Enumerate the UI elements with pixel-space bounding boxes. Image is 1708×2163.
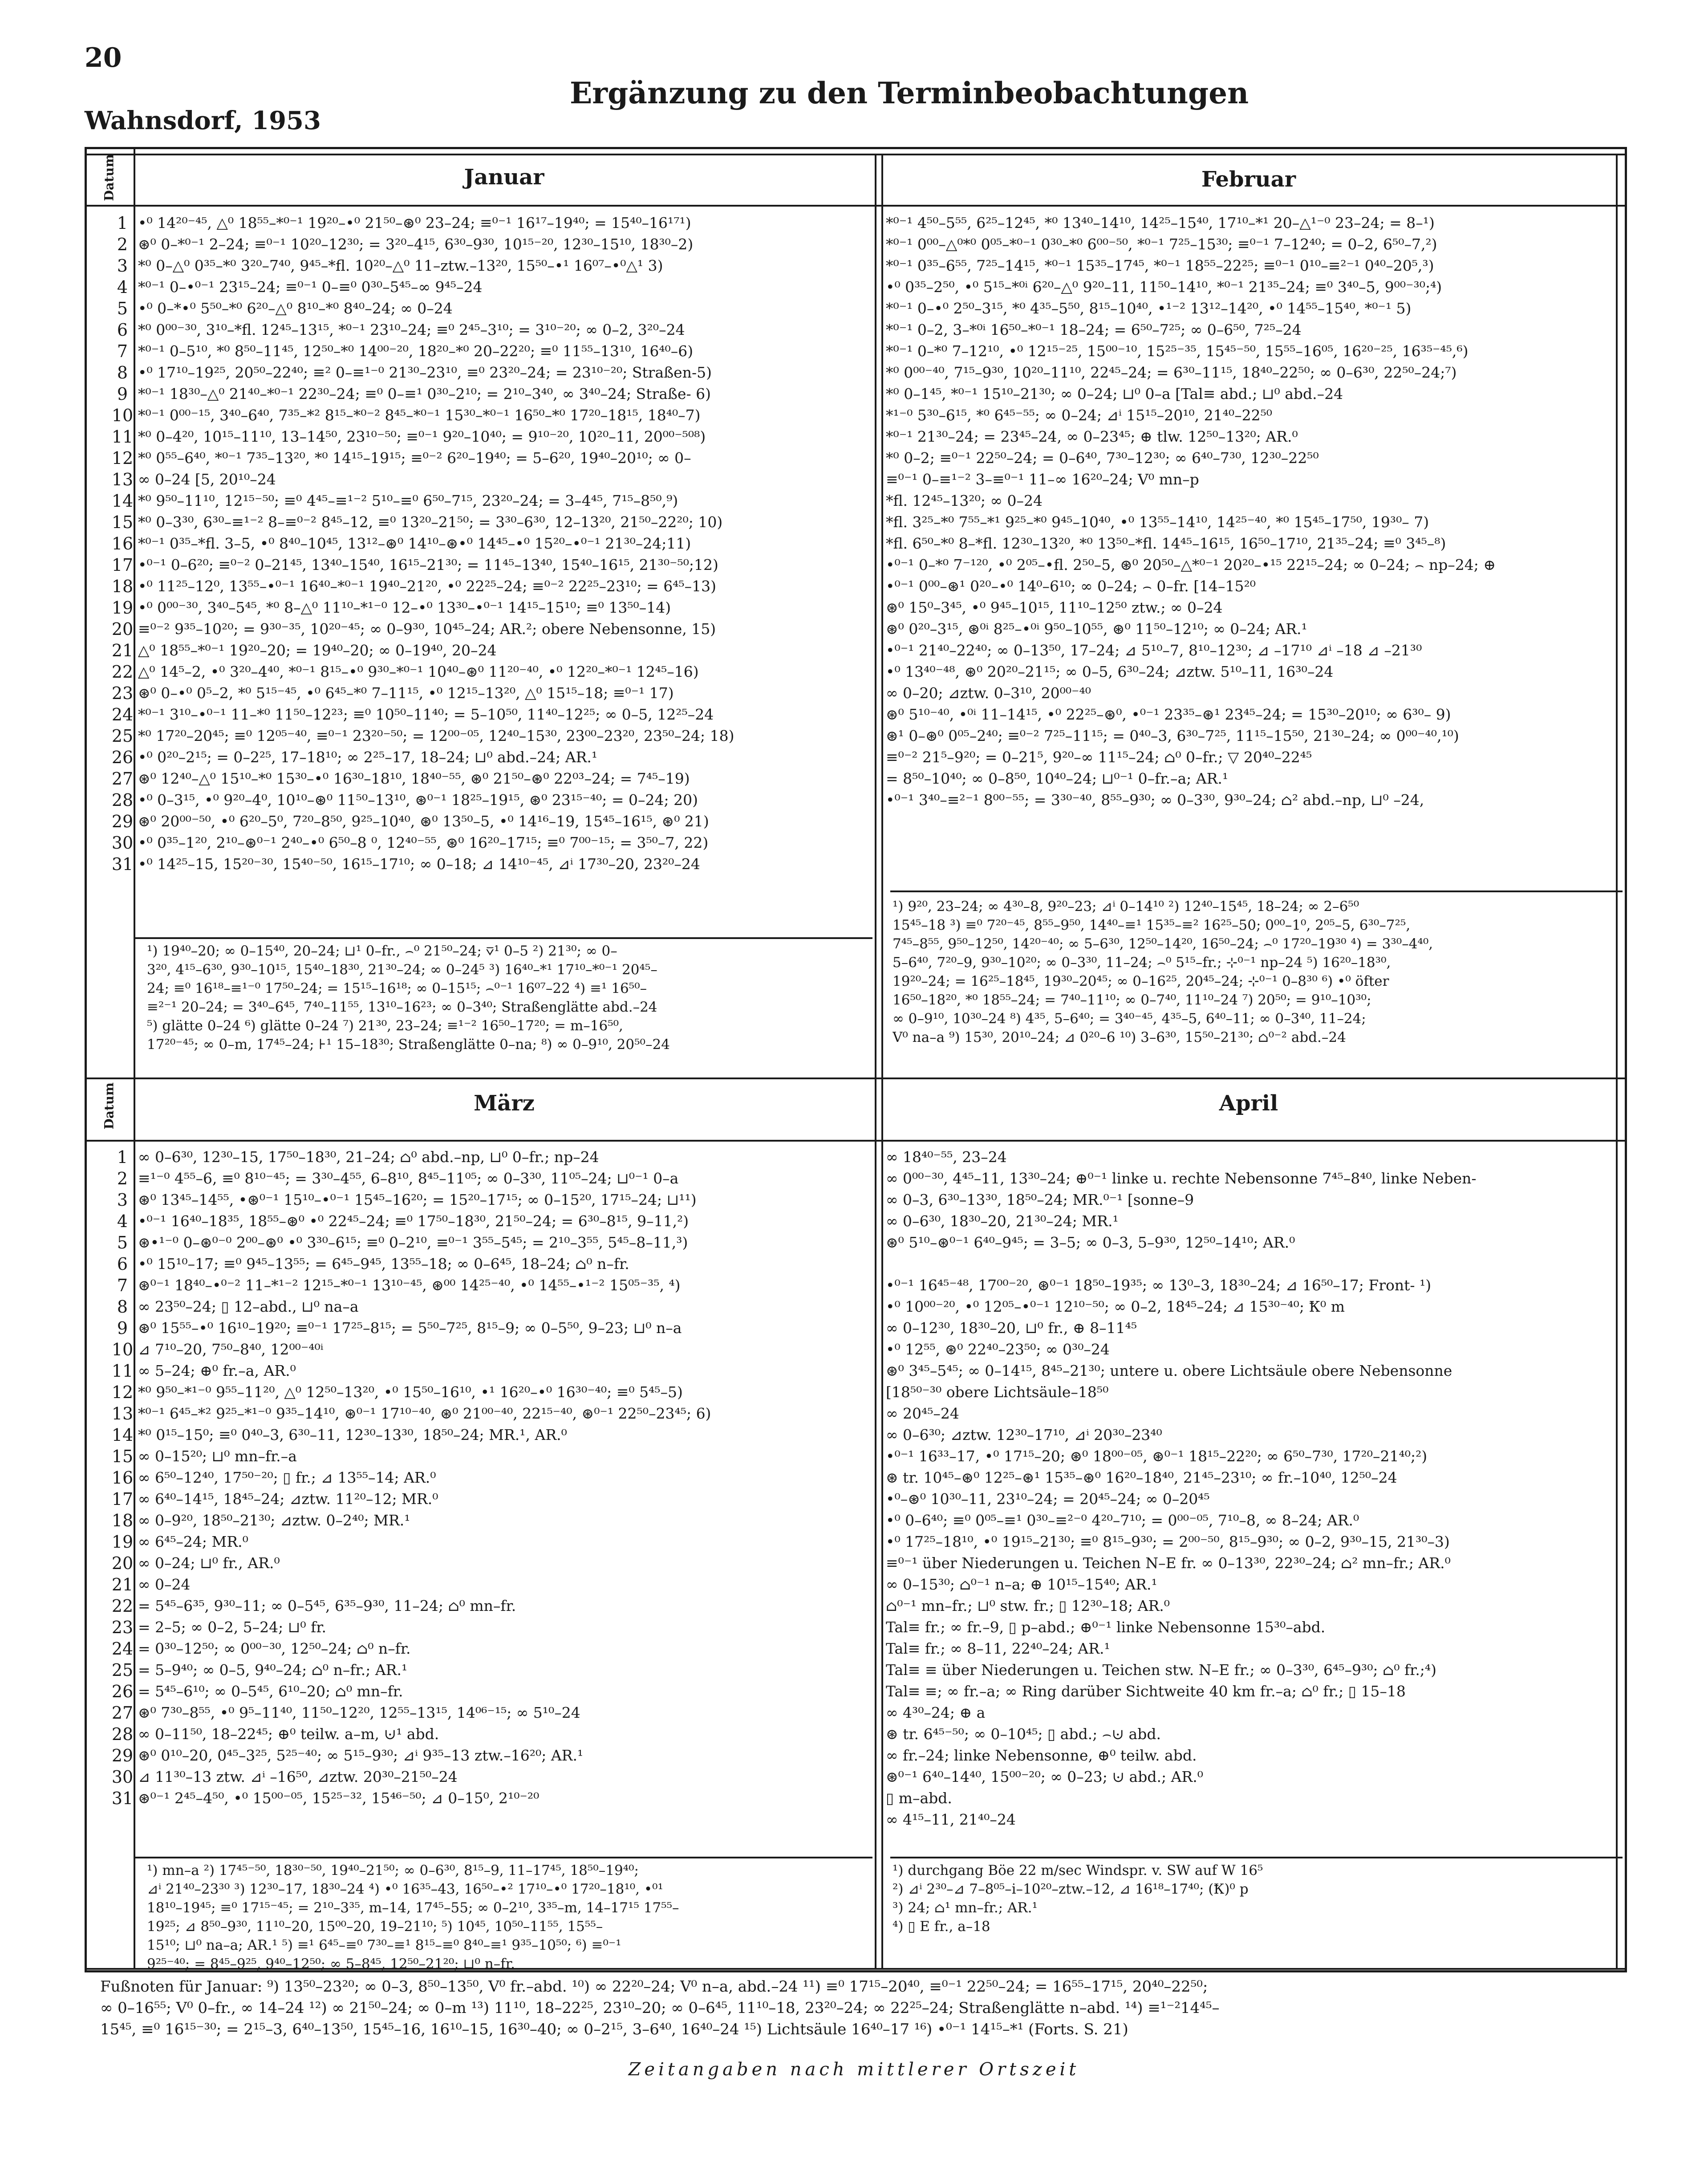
day-entry: *⁰⁻¹ 0³⁵–*fl. 3–5, •⁰ 8⁴⁰–10⁴⁵, 13¹²–⊛⁰ 14¹⁰–⊛•⁰ 14⁴⁵–•⁰ 15²⁰–•⁰⁻¹ 21³⁰–24;11)	[138, 535, 691, 552]
note-line: ¹) 19⁴⁰–20; ∞ 0–15⁴⁰, 20–24; ⊔¹ 0–fr., ⌢⁰ 21⁵⁰–24; ⊽¹ 0–5 ²) 21³⁰; ∞ 0–	[147, 943, 617, 959]
day-number: 6	[117, 320, 128, 340]
day-number: 16	[111, 534, 134, 553]
month-header-februar: Februar	[1201, 167, 1296, 192]
note-line: 17²⁰⁻⁴⁵; ∞ 0–m, 17⁴⁵–24; ⊦¹ 15–18³⁰; Straßenglätte 0–na; ⁸) ∞ 0–9¹⁰, 20⁵⁰–24	[147, 1037, 670, 1053]
day-entry: ∞ 0–6³⁰, 12³⁰–15, 17⁵⁰–18³⁰, 21–24; ⌂⁰ abd.–np, ⊔⁰ 0–fr.; np–24	[138, 1148, 599, 1166]
day-entry: ∞ 0–24 [5, 20¹⁰–24	[138, 471, 276, 488]
day-numbers-top	[105, 212, 140, 875]
day-entry: *⁰⁻¹ 0–2, 3–*⁰ⁱ 16⁵⁰–*⁰⁻¹ 18–24; = 6⁵⁰–7²⁵; ∞ 0–6⁵⁰, 7²⁵–24	[886, 321, 1302, 338]
note-line: ≡²⁻¹ 20–24; = 3⁴⁰–6⁴⁵, 7⁴⁰–11⁵⁵, 13¹⁰–16²³; ∞ 0–3⁴⁰; Straßenglätte abd.–24	[147, 999, 657, 1015]
day-entry: •⁰ 17²⁵–18¹⁰, •⁰ 19¹⁵–21³⁰; ≡⁰ 8¹⁵–9³⁰; = 2⁰⁰⁻⁵⁰, 8¹⁵–9³⁰; ∞ 0–2, 9³⁰–15, 21³⁰–3)	[886, 1533, 1450, 1550]
note-line: 24; ≡⁰ 16¹⁸–≡¹⁻⁰ 17⁵⁰–24; = 15¹⁵–16¹⁸; ∞ 0–15¹⁵; ⌢⁰⁻¹ 16⁰⁷–22 ⁴) ≡¹ 16⁵⁰–	[147, 980, 647, 996]
section-rule-middle	[85, 1077, 1625, 1079]
day-entry: *⁰⁻¹ 3¹⁰–•⁰⁻¹ 11–*⁰ 11⁵⁰–12²³; ≡⁰ 10⁵⁰–11⁴⁰; = 5–10⁵⁰, 11⁴⁰–12²⁵; ∞ 0–5, 12²⁵–24	[138, 706, 714, 723]
day-entry: *fl. 3²⁵–*⁰ 7⁵⁵–*¹ 9²⁵–*⁰ 9⁴⁵–10⁴⁰, •⁰ 13⁵⁵–14¹⁰, 14²⁵⁻⁴⁰, *⁰ 15⁴⁵–17⁵⁰, 19³⁰– 7)	[886, 513, 1429, 531]
day-number: 5	[117, 299, 128, 318]
day-entry: ⊛⁰ 15⁵⁵–•⁰ 16¹⁰–19²⁰; ≡⁰⁻¹ 17²⁵–8¹⁵; = 5⁵⁰–7²⁵, 8¹⁵–9; ∞ 0–5⁵⁰, 9–23; ⊔⁰ n–a	[138, 1319, 682, 1337]
note-line: ¹) durchgang Böe 22 m/sec Windspr. v. SW auf W 16⁵	[893, 1862, 1263, 1878]
day-entry: *⁰ 9⁵⁰–11¹⁰, 12¹⁵⁻⁵⁰; ≡⁰ 4⁴⁵–≡¹⁻² 5¹⁰–≡⁰ 6⁵⁰–7¹⁵, 23²⁰–24; = 3–4⁴⁵, 7¹⁵–8⁵⁰,⁹)	[138, 492, 678, 509]
day-number: 29	[111, 1746, 134, 1765]
month-column-divider-bottom	[875, 1077, 876, 1968]
day-entry: ∞ 0–3, 6³⁰–13³⁰, 18⁵⁰–24; MR.⁰⁻¹ [sonne–9	[886, 1191, 1194, 1208]
day-entry: ⊛ tr. 10⁴⁵–⊛⁰ 12²⁵–⊛¹ 15³⁵–⊛⁰ 16²⁰–18⁴⁰, 21⁴⁵–23¹⁰; ∞ fr.–10⁴⁰, 12⁵⁰–24	[886, 1469, 1397, 1486]
day-entry: •⁰ 12⁵⁵, ⊛⁰ 22⁴⁰–23⁵⁰; ∞ 0³⁰–24	[886, 1341, 1110, 1358]
day-entry: *⁰⁻¹ 6⁴⁵–*² 9²⁵–*¹⁻⁰ 9³⁵–14¹⁰, ⊛⁰⁻¹ 17¹⁰⁻⁴⁰, ⊛⁰ 21⁰⁰⁻⁴⁰, 22¹⁵⁻⁴⁰, ⊛⁰⁻¹ 22⁵⁰–23⁴⁵; 6)	[138, 1405, 711, 1422]
day-entry: ∞ 0–6³⁰; ⊿ztw. 12³⁰–17¹⁰, ⊿ⁱ 20³⁰–23⁴⁰	[886, 1426, 1162, 1443]
document-title: Ergänzung zu den Terminbeobachtungen	[570, 76, 1249, 110]
note-line: ⁵) glätte 0–24 ⁶) glätte 0–24 ⁷) 21³⁰, 23–24; ≡¹⁻² 16⁵⁰–17²⁰; = m–16⁵⁰,	[147, 1018, 623, 1034]
day-entry: •⁰ 0–*•⁰ 5⁵⁰–*⁰ 6²⁰–△⁰ 8¹⁰–*⁰ 8⁴⁰–24; ∞ 0–24	[138, 300, 453, 317]
day-number: 30	[111, 1767, 134, 1787]
day-entry: ∞ 0–15³⁰; ⌂⁰⁻¹ n–a; ⊕ 10¹⁵–15⁴⁰; AR.¹	[886, 1576, 1157, 1593]
day-number: 11	[111, 1361, 134, 1381]
day-entry: ∞ 5–24; ⊕⁰ fr.–a, AR.⁰	[138, 1362, 296, 1379]
januar-entries	[138, 212, 872, 875]
note-line: ⁴) ▯ E fr., a–18	[893, 1919, 990, 1935]
day-entry: •⁰ 0²⁰–2¹⁵; = 0–2²⁵, 17–18¹⁰; ∞ 2²⁵–17, 18–24; ⊔⁰ abd.–24; AR.¹	[138, 748, 598, 766]
day-number: 22	[111, 1596, 134, 1616]
day-entry: *⁰⁻¹ 0–5¹⁰, *⁰ 8⁵⁰–11⁴⁵, 12⁵⁰–*⁰ 14⁰⁰⁻²⁰, 18²⁰–*⁰ 20–22²⁰; ≡⁰ 11⁵⁵–13¹⁰, 16⁴⁰–6)	[138, 342, 694, 360]
day-entry: *⁰⁻¹ 0⁰⁰⁻¹⁵, 3⁴⁰–6⁴⁰, 7³⁵–*² 8¹⁵–*⁰⁻² 8⁴⁵–*⁰⁻¹ 15³⁰–*⁰⁻¹ 16⁵⁰–*⁰ 17²⁰–18¹⁵, 18⁴⁰–7)	[138, 407, 701, 424]
note-line: 18¹⁰–19⁴⁵; ≡⁰ 17¹⁵⁻⁴⁵; = 2¹⁰–3³⁵, m–14, 17⁴⁵–55; ∞ 0–2¹⁰, 3³⁵–m, 14–17¹⁵ 17⁵⁵–	[147, 1900, 679, 1916]
day-entry: ∞ 0–12³⁰, 18³⁰–20, ⊔⁰ fr., ⊕ 8–11⁴⁵	[886, 1319, 1137, 1337]
day-number: 21	[111, 641, 134, 660]
day-entry: Tal≡ fr.; ∞ 8–11, 22⁴⁰–24; AR.¹	[886, 1640, 1110, 1657]
day-entry: *¹⁻⁰ 5³⁰–6¹⁵, *⁰ 6⁴⁵⁻⁵⁵; ∞ 0–24; ⊿ⁱ 15¹⁵–20¹⁰, 21⁴⁰–22⁵⁰	[886, 407, 1273, 424]
day-entry: ≡⁰⁻² 9³⁵–10²⁰; = 9³⁰⁻³⁵, 10²⁰⁻⁴⁵; ∞ 0–9³⁰, 10⁴⁵–24; AR.²; obere Nebensonne, 15)	[138, 620, 716, 638]
day-number: 12	[111, 1382, 134, 1402]
day-entry: *⁰ 0⁰⁰⁻³⁰, 3¹⁰–*fl. 12⁴⁵–13¹⁵, *⁰⁻¹ 23¹⁰–24; ≡⁰ 2⁴⁵–3¹⁰; = 3¹⁰⁻²⁰; ∞ 0–2, 3²⁰–24	[138, 321, 685, 338]
januar-footnotes-continued	[100, 1976, 1616, 2040]
day-entry: ∞ 4¹⁵–11, 21⁴⁰–24	[886, 1811, 1016, 1828]
day-entry: ⊛⁰⁻¹ 2⁴⁵–4⁵⁰, •⁰ 15⁰⁰⁻⁰⁵, 15²⁵⁻³², 15⁴⁶⁻⁵⁰; ⊿ 0–15⁰, 2¹⁰⁻²⁰	[138, 1789, 540, 1807]
day-entry: ∞ 4³⁰–24; ⊕ a	[886, 1704, 986, 1721]
day-entry: *⁰ 0–△⁰ 0³⁵–*⁰ 3²⁰–7⁴⁰, 9⁴⁵–*fl. 10²⁰–△⁰ 11–ztw.–13²⁰, 15⁵⁰–•¹ 16⁰⁷–•⁰△¹ 3)	[138, 257, 663, 274]
day-entry: ⊛⁰ 0–•⁰ 0⁵–2, *⁰ 5¹⁵⁻⁴⁵, •⁰ 6⁴⁵–*⁰ 7–11¹⁵, •⁰ 12¹⁵–13²⁰, △⁰ 15¹⁵–18; ≡⁰⁻¹ 17)	[138, 684, 674, 702]
station-label: Wahnsdorf, 1953	[85, 106, 321, 135]
day-entry: ⊛⁰ 13⁴⁵–14⁵⁵, •⊛⁰⁻¹ 15¹⁰–•⁰⁻¹ 15⁴⁵–16²⁰; = 15²⁰–17¹⁵; ∞ 0–15²⁰, 17¹⁵–24; ⊔¹¹)	[138, 1191, 697, 1208]
day-number: 3	[117, 1190, 128, 1210]
day-numbers-bottom	[105, 1147, 140, 1809]
day-number: 31	[111, 854, 134, 874]
notes-rule-maerz	[134, 1857, 872, 1858]
month-header-april: April	[1219, 1091, 1278, 1116]
day-entry: •⁰–⊛⁰ 10³⁰–11, 23¹⁰–24; = 20⁴⁵–24; ∞ 0–20⁴⁵	[886, 1490, 1210, 1508]
april-entries	[886, 1147, 1614, 1830]
day-entry: •⁰ 0⁰⁰⁻³⁰, 3⁴⁰–5⁴⁵, *⁰ 8–△⁰ 11¹⁰–*¹⁻⁰ 12–•⁰ 13³⁰–•⁰⁻¹ 14¹⁵–15¹⁰; ≡⁰ 13⁵⁰–14)	[138, 599, 671, 616]
day-entry: *fl. 12⁴⁵–13²⁰; ∞ 0–24	[886, 492, 1043, 509]
frame-top-double-rule	[85, 154, 1625, 155]
day-entry: *fl. 6⁵⁰–*⁰ 8–*fl. 12³⁰–13²⁰, *⁰ 13⁵⁰–*fl. 14⁴⁵–16¹⁵, 16⁵⁰–17¹⁰, 21³⁵–24; ≡⁰ 3⁴⁵–⁸)	[886, 535, 1446, 552]
note-line: ²) ⊿ⁱ 2³⁰–⊿ 7–8⁰⁵–i–10²⁰–ztw.–12, ⊿ 16¹⁸–17⁴⁰; (Ꝁ)⁰ p	[893, 1881, 1249, 1897]
day-entry: ⊛⁰ 15⁰–3⁴⁵, •⁰ 9⁴⁵–10¹⁵, 11¹⁰–12⁵⁰ ztw.; ∞ 0–24	[886, 599, 1223, 616]
day-entry: •⁰ 0–3¹⁵, •⁰ 9²⁰–4⁰, 10¹⁰–⊛⁰ 11⁵⁰–13¹⁰, ⊛⁰⁻¹ 18²⁵–19¹⁵, ⊛⁰ 23¹⁵⁻⁴⁰; = 0–24; 20)	[138, 791, 698, 809]
day-number: 1	[117, 1147, 128, 1167]
day-entry: ∞ 0–24; ⊔⁰ fr., AR.⁰	[138, 1554, 280, 1572]
day-entry: ⊛•¹⁻⁰ 0–⊛⁰⁻⁰ 2⁰⁰–⊛⁰ •⁰ 3³⁰–6¹⁵; ≡⁰ 0–2¹⁰, ≡⁰⁻¹ 3⁵⁵–5⁴⁵; = 2¹⁰–3⁵⁵, 5⁴⁵–8–11,³)	[138, 1234, 688, 1251]
day-number: 17	[111, 1489, 134, 1509]
right-edge-rule	[1616, 154, 1618, 1968]
day-number: 31	[111, 1789, 134, 1808]
day-number: 28	[111, 1724, 134, 1744]
day-entry: •⁰⁻¹ 0–*⁰ 7⁻¹²⁰, •⁰ 2⁰⁵–•fl. 2⁵⁰–5, ⊛⁰ 20⁵⁰–△*⁰⁻¹ 20²⁰–•¹⁵ 22¹⁵–24; ∞ 0–24; ⌢ np–24; ⊕	[886, 556, 1496, 573]
day-number: 9	[117, 384, 128, 404]
day-number: 10	[111, 1340, 134, 1359]
day-number: 21	[111, 1575, 134, 1594]
day-entry: ∞ 23⁵⁰–24; ▯ 12–abd., ⊔⁰ na–a	[138, 1298, 359, 1315]
day-entry: *⁰⁻¹ 0³⁵–6⁵⁵, 7²⁵–14¹⁵, *⁰⁻¹ 15³⁵–17⁴⁵, *⁰⁻¹ 18⁵⁵–22²⁵; ≡⁰⁻¹ 0¹⁰–≡²⁻¹ 0⁴⁰–20⁵,³)	[886, 257, 1434, 274]
april-notes	[893, 1861, 1614, 1936]
day-number: 12	[111, 448, 134, 468]
day-number: 13	[111, 470, 134, 489]
day-entry	[886, 854, 1614, 875]
day-entry: ∞ 6⁴⁵–24; MR.⁰	[138, 1533, 248, 1550]
maerz-notes	[147, 1861, 872, 1973]
time-note: Zeitangaben nach mittlerer Ortszeit	[628, 2059, 1080, 2080]
day-number: 4	[117, 277, 128, 297]
day-entry: ∞ 0⁰⁰⁻³⁰, 4⁴⁵–11, 13³⁰–24; ⊕⁰⁻¹ linke u. rechte Nebensonne 7⁴⁵–8⁴⁰, linke Neben-	[886, 1170, 1477, 1187]
day-entry: = 0³⁰–12⁵⁰; ∞ 0⁰⁰⁻³⁰, 12⁵⁰–24; ⌂⁰ n–fr.	[138, 1640, 411, 1657]
day-entry: ⊛⁰ 5¹⁰–⊛⁰⁻¹ 6⁴⁰–9⁴⁵; = 3–5; ∞ 0–3, 5–9³⁰, 12⁵⁰–14¹⁰; AR.⁰	[886, 1234, 1295, 1251]
day-entry: *⁰ 9⁵⁰–*¹⁻⁰ 9⁵⁵–11²⁰, △⁰ 12⁵⁰–13²⁰, •⁰ 15⁵⁰–16¹⁰, •¹ 16²⁰–•⁰ 16³⁰⁻⁴⁰; ≡⁰ 5⁴⁵–5)	[138, 1383, 683, 1401]
page-number: 20	[85, 42, 122, 73]
day-number: 17	[111, 555, 134, 575]
day-entry: = 8⁵⁰–10⁴⁰; ∞ 0–8⁵⁰, 10⁴⁰–24; ⊔⁰⁻¹ 0–fr.–a; AR.¹	[886, 770, 1229, 787]
day-entry: •⁰⁻¹ 3⁴⁰–≡²⁻¹ 8⁰⁰⁻⁵⁵; = 3³⁰⁻⁴⁰, 8⁵⁵–9³⁰; ∞ 0–3³⁰, 9³⁰–24; ⌂² abd.–np, ⊔⁰ –24,	[886, 791, 1424, 809]
notes-rule-april	[890, 1857, 1623, 1858]
note-line: 19²⁵; ⊿ 8⁵⁰–9³⁰, 11¹⁰–20, 15⁰⁰–20, 19–21¹⁰; ⁵) 10⁴⁵, 10⁵⁰–11⁵⁵, 15⁵⁵–	[147, 1919, 603, 1935]
day-number: 19	[111, 598, 134, 618]
day-entry: *⁰⁻¹ 21³⁰–24; = 23⁴⁵–24, ∞ 0–23⁴⁵; ⊕ tlw. 12⁵⁰–13²⁰; AR.⁰	[886, 428, 1298, 445]
note-line: 9²⁵⁻⁴⁰; = 8⁴⁵–9²⁵, 9⁴⁰–12⁵⁰; ∞ 5–8⁴⁵, 12⁵⁰–21²⁰; ⊔⁰ n–fr.	[147, 1956, 515, 1972]
day-number: 23	[111, 683, 134, 703]
day-entry: ∞ 18⁴⁰⁻⁵⁵, 23–24	[886, 1148, 1007, 1166]
note-line: 16⁵⁰–18²⁰, *⁰ 18⁵⁵–24; = 7⁴⁰–11¹⁰; ∞ 0–7⁴⁰, 11¹⁰–24 ⁷) 20⁵⁰; = 9¹⁰–10³⁰;	[893, 992, 1371, 1008]
note-line: 15¹⁰; ⊔⁰ na–a; AR.¹ ⁵) ≡¹ 6⁴⁵–≡⁰ 7³⁰–≡¹ 8¹⁵–≡⁰ 8⁴⁰–≡¹ 9³⁵–10⁵⁰; ⁶) ≡⁰⁻¹	[147, 1937, 621, 1953]
day-entry: ≡⁰⁻¹ 0–≡¹⁻² 3–≡⁰⁻¹ 11–∞ 16²⁰–24; V⁰ mn–p	[886, 471, 1199, 488]
day-number: 9	[117, 1318, 128, 1338]
day-number: 18	[111, 577, 134, 596]
day-number: 28	[111, 790, 134, 810]
footnote-line: 15⁴⁵, ≡⁰ 16¹⁵⁻³⁰; = 2¹⁵–3, 6⁴⁰–13⁵⁰, 15⁴⁵–16, 16¹⁰–15, 16³⁰–40; ∞ 0–2¹⁵, 3–6⁴⁰, 16⁴⁰–24 ¹⁵) Lichtsäule 16⁴⁰–17 ¹⁶) •⁰⁻¹ 14¹⁵–*¹ (Forts. S. 21)	[100, 2021, 1128, 2038]
note-line: ⊿ⁱ 21⁴⁰–23³⁰ ³) 12³⁰–17, 18³⁰–24 ⁴) •⁰ 16³⁵–43, 16⁵⁰–•² 17¹⁰–•⁰ 17²⁰–18¹⁰, •⁰¹	[147, 1881, 664, 1897]
notes-rule-jan	[134, 937, 872, 939]
day-entry: Tal≡ ≡; ∞ fr.–a; ∞ Ring darüber Sichtweite 40 km fr.–a; ⌂⁰ fr.; ▯ 15–18	[886, 1683, 1406, 1700]
day-entry: *⁰⁻¹ 18³⁰–△⁰ 21⁴⁰–*⁰⁻¹ 22³⁰–24; ≡⁰ 0–≡¹ 0³⁰–2¹⁰; = 2¹⁰–3⁴⁰, ∞ 3⁴⁰–24; Straße- 6)	[138, 385, 711, 403]
month-column-divider-bottom-b	[881, 1077, 883, 1968]
day-entry: ∞ 0–11⁵⁰, 18–22⁴⁵; ⊕⁰ teilw. a–m, ⊍¹ abd.	[138, 1725, 439, 1743]
day-entry: ⊛⁰ 0–*⁰⁻¹ 2–24; ≡⁰⁻¹ 10²⁰–12³⁰; = 3²⁰–4¹⁵, 6³⁰–9³⁰, 10¹⁵⁻²⁰, 12³⁰–15¹⁰, 18³⁰–2)	[138, 236, 694, 253]
datum-label-top: Datum	[101, 154, 117, 201]
day-entry: *⁰ 0–3³⁰, 6³⁰–≡¹⁻² 8–≡⁰⁻² 8⁴⁵–12, ≡⁰ 13²⁰–21⁵⁰; = 3³⁰–6³⁰, 12–13²⁰, 21⁵⁰–22²⁰; 10)	[138, 513, 723, 531]
day-entry: •⁰⁻¹ 21⁴⁰–22⁴⁰; ∞ 0–13⁵⁰, 17–24; ⊿ 5¹⁰–7, 8¹⁰–12³⁰; ⊿ –17¹⁰ ⊿ⁱ –18 ⊿ –21³⁰	[886, 642, 1422, 659]
note-line: ¹) 9²⁰, 23–24; ∞ 4³⁰–8, 9²⁰–23; ⊿ⁱ 0–14¹⁰ ²) 12⁴⁰–15⁴⁵, 18–24; ∞ 2–6⁵⁰	[893, 899, 1359, 915]
note-line: 3²⁰, 4¹⁵–6³⁰, 9³⁰–10¹⁵, 15⁴⁰–18³⁰, 21³⁰–24; ∞ 0–24⁵ ³) 16⁴⁰–*¹ 17¹⁰–*⁰⁻¹ 20⁴⁵–	[147, 962, 657, 978]
day-number: 22	[111, 662, 134, 682]
day-number: 25	[111, 1660, 134, 1680]
note-line: 19²⁰–24; = 16²⁵–18⁴⁵, 19³⁰–20⁴⁵; ∞ 0–16²⁵, 20⁴⁵–24; ⊹⁰⁻¹ 0–8³⁰ ⁶) •⁰ öfter	[893, 973, 1389, 989]
day-number: 2	[117, 235, 128, 254]
notes-rule-feb	[890, 890, 1623, 892]
note-line: ¹) mn–a ²) 17⁴⁵⁻⁵⁰, 18³⁰⁻⁵⁰, 19⁴⁰–21⁵⁰; ∞ 0–6³⁰, 8¹⁵–9, 11–17⁴⁵, 18⁵⁰–19⁴⁰;	[147, 1862, 639, 1878]
day-number: 18	[111, 1511, 134, 1530]
day-entry: •⁰ 14²⁵–15, 15²⁰⁻³⁰, 15⁴⁰⁻⁵⁰, 16¹⁵–17¹⁰; ∞ 0–18; ⊿ 14¹⁰⁻⁴⁵, ⊿ⁱ 17³⁰–20, 23²⁰–24	[138, 855, 700, 873]
day-entry: ⊛⁰⁻¹ 6⁴⁰–14⁴⁰, 15⁰⁰⁻²⁰; ∞ 0–23; ⊍ abd.; AR.⁰	[886, 1768, 1203, 1785]
day-entry: ⊛⁰ 0¹⁰–20, 0⁴⁵–3²⁵, 5²⁵⁻⁴⁰; ∞ 5¹⁵–9³⁰; ⊿ⁱ 9³⁵–13 ztw.–16²⁰; AR.¹	[138, 1747, 584, 1764]
day-number: 6	[117, 1254, 128, 1274]
day-number: 15	[111, 1447, 134, 1466]
note-line: ³) 24; ⌂¹ mn–fr.; AR.¹	[893, 1900, 1038, 1916]
day-number: 7	[117, 342, 128, 361]
day-entry: = 5⁴⁵–6¹⁰; ∞ 0–5⁴⁵, 6¹⁰–20; ⌂⁰ mn–fr.	[138, 1683, 403, 1700]
day-entry: •⁰ 15¹⁰–17; ≡⁰ 9⁴⁵–13⁵⁵; = 6⁴⁵–9⁴⁵, 13⁵⁵–18; ∞ 0–6⁴⁵, 18–24; ⌂⁰ n–fr.	[138, 1255, 629, 1273]
day-number: 14	[111, 1425, 134, 1445]
day-entry: ∞ 6⁴⁰–14¹⁵, 18⁴⁵–24; ⊿ztw. 11²⁰–12; MR.⁰	[138, 1490, 438, 1508]
day-number: 2	[117, 1169, 128, 1188]
day-entry: ⊛⁰⁻¹ 18⁴⁰–•⁰⁻² 11–*¹⁻² 12¹⁵–*⁰⁻¹ 13¹⁰⁻⁴⁵, ⊛⁰⁰ 14²⁵⁻⁴⁰, •⁰ 14⁵⁵–•¹⁻² 15⁰⁵⁻³⁵, ⁴)	[138, 1277, 681, 1294]
day-number: 24	[111, 1639, 134, 1659]
day-entry: ∞ 0–24	[138, 1576, 191, 1593]
day-entry: *⁰⁻¹ 0–*⁰ 7–12¹⁰, •⁰ 12¹⁵⁻²⁵, 15⁰⁰⁻¹⁰, 15²⁵⁻³⁵, 15⁴⁵⁻⁵⁰, 15⁵⁵–16⁰⁵, 16²⁰⁻²⁵, 16³⁵⁻⁴⁵,⁶)	[886, 342, 1469, 360]
day-entry: ∞ 0–15²⁰; ⊔⁰ mn–fr.–a	[138, 1447, 297, 1465]
day-entry: △⁰ 18⁵⁵–*⁰⁻¹ 19²⁰–20; = 19⁴⁰–20; ∞ 0–19⁴⁰, 20–24	[138, 642, 497, 659]
day-entry: •⁰⁻¹ 0–6²⁰; ≡⁰⁻² 0–21⁴⁵, 13⁴⁰–15⁴⁰, 16¹⁵–21³⁰; = 11⁴⁵–13⁴⁰, 15⁴⁰–16¹⁵, 21³⁰⁻⁵⁰;12)	[138, 556, 718, 573]
day-entry: ⊛⁰ 12⁴⁰–△⁰ 15¹⁰–*⁰ 15³⁰–•⁰ 16³⁰–18¹⁰, 18⁴⁰⁻⁵⁵, ⊛⁰ 21⁵⁰–⊛⁰ 22⁰³–24; = 7⁴⁵–19)	[138, 770, 690, 787]
day-entry: ∞ 0–9²⁰, 18⁵⁰–21³⁰; ⊿ztw. 0–2⁴⁰; MR.¹	[138, 1512, 410, 1529]
day-number: 25	[111, 726, 134, 746]
day-entry: ≡⁰⁻¹ über Niederungen u. Teichen N–E fr. ∞ 0–13³⁰, 22³⁰–24; ⌂² mn–fr.; AR.⁰	[886, 1554, 1451, 1572]
day-entry: *⁰⁻¹ 4⁵⁰–5⁵⁵, 6²⁵–12⁴⁵, *⁰ 13⁴⁰–14¹⁰, 14²⁵–15⁴⁰, 17¹⁰–*¹ 20–△¹⁻⁰ 23–24; = 8–¹)	[886, 214, 1435, 232]
day-entry: ⊿ 7¹⁰–20, 7⁵⁰–8⁴⁰, 12⁰⁰⁻⁴⁰ⁱ	[138, 1341, 324, 1358]
day-entry: ∞ 0–20; ⊿ztw. 0–3¹⁰, 20⁰⁰⁻⁴⁰	[886, 684, 1091, 702]
day-entry: ⊛⁰ 7³⁰–8⁵⁵, •⁰ 9⁵–11⁴⁰, 11⁵⁰–12²⁰, 12⁵⁵–13¹⁵, 14⁰⁶⁻¹⁵; ∞ 5¹⁰–24	[138, 1704, 580, 1721]
day-number: 30	[111, 833, 134, 853]
day-number: 26	[111, 1682, 134, 1701]
day-entry: •⁰ 0³⁵–2⁵⁰, •⁰ 5¹⁵–*⁰ⁱ 6²⁰–△⁰ 9²⁰–11, 11⁵⁰–14¹⁰, *⁰⁻¹ 21³⁵–24; ≡⁰ 3⁴⁰–5, 9⁰⁰⁻³⁰;⁴)	[886, 278, 1442, 296]
day-number: 4	[117, 1212, 128, 1231]
footnote-line: Fußnoten für Januar: ⁹) 13⁵⁰–23²⁰; ∞ 0–3, 8⁵⁰–13⁵⁰, V⁰ fr.–abd. ¹⁰) ∞ 22²⁰–24; V⁰ n–a, abd.–24 ¹¹) ≡⁰ 17¹⁵–20⁴⁰, ≡⁰⁻¹ 22⁵⁰–24; = 16⁵⁵–17¹⁵, 20⁴⁰–22⁵⁰;	[100, 1978, 1208, 1996]
note-line: 7⁴⁵–8⁵⁵, 9⁵⁰–12⁵⁰, 14²⁰⁻⁴⁰; ∞ 5–6³⁰, 12⁵⁰–14²⁰, 16⁵⁰–24; ⌢⁰ 17²⁰–19³⁰ ⁴) = 3³⁰–4⁴⁰,	[893, 936, 1433, 952]
day-entry: *⁰ 0–2; ≡⁰⁻¹ 22⁵⁰–24; = 0–6⁴⁰, 7³⁰–12³⁰; ∞ 6⁴⁰–7³⁰, 12³⁰–22⁵⁰	[886, 449, 1319, 467]
day-number: 26	[111, 748, 134, 767]
day-number: 3	[117, 256, 128, 276]
day-entry: = 5–9⁴⁰; ∞ 0–5, 9⁴⁰–24; ⌂⁰ n–fr.; AR.¹	[138, 1661, 408, 1679]
day-number: 5	[117, 1233, 128, 1252]
day-entry: *⁰⁻¹ 0–•⁰⁻¹ 23¹⁵–24; ≡⁰⁻¹ 0–≡⁰ 0³⁰–5⁴⁵–∞ 9⁴⁵–24	[138, 278, 483, 296]
day-entry: ⊛⁰ 20⁰⁰⁻⁵⁰, •⁰ 6²⁰–5⁰, 7²⁰–8⁵⁰, 9²⁵–10⁴⁰, ⊛⁰ 13⁵⁰–5, •⁰ 14¹⁶–19, 15⁴⁵–16¹⁵, ⊛⁰ 21)	[138, 813, 709, 830]
day-entry: = 5⁴⁵–6³⁵, 9³⁰–11; ∞ 0–5⁴⁵, 6³⁵–9³⁰, 11–24; ⌂⁰ mn–fr.	[138, 1597, 516, 1614]
day-number: 23	[111, 1618, 134, 1637]
day-entry: ⌂⁰⁻¹ mn–fr.; ⊔⁰ stw. fr.; ▯ 12³⁰–18; AR.⁰	[886, 1597, 1170, 1614]
day-number: 14	[111, 491, 134, 511]
februar-entries	[886, 212, 1614, 875]
day-number: 8	[117, 363, 128, 382]
day-entry: *⁰ 0⁵⁵–6⁴⁰, *⁰⁻¹ 7³⁵–13²⁰, *⁰ 14¹⁵–19¹⁵; ≡⁰⁻² 6²⁰–19⁴⁰; = 5–6²⁰, 19⁴⁰–20¹⁰; ∞ 0–	[138, 449, 691, 467]
maerz-entries	[138, 1147, 872, 1809]
month-column-divider-top-b	[881, 154, 883, 1077]
day-number: 13	[111, 1404, 134, 1423]
day-entry: ∞ fr.–24; linke Nebensonne, ⊕⁰ teilw. abd.	[886, 1747, 1197, 1764]
day-number: 19	[111, 1532, 134, 1552]
day-entry: ⊿ 11³⁰–13 ztw. ⊿ⁱ –16⁵⁰, ⊿ztw. 20³⁰–21⁵⁰–24	[138, 1768, 458, 1785]
day-entry: *⁰⁻¹ 0⁰⁰–△⁰*⁰ 0⁰⁵–*⁰⁻¹ 0³⁰–*⁰ 6⁰⁰⁻⁵⁰, *⁰⁻¹ 7²⁵–15³⁰; ≡⁰⁻¹ 7–12⁴⁰; = 0–2, 6⁵⁰–7,²)	[886, 236, 1437, 253]
day-number: 7	[117, 1276, 128, 1295]
day-entry: •⁰ 0³⁵–1²⁰, 2¹⁰–⊛⁰⁻¹ 2⁴⁰–•⁰ 6⁵⁰–8 ⁰, 12⁴⁰⁻⁵⁵, ⊛⁰ 16²⁰–17¹⁵; ≡⁰ 7⁰⁰⁻¹⁵; = 3⁵⁰–7, 22)	[138, 834, 709, 851]
header-rule-top	[85, 205, 1625, 207]
month-header-januar: Januar	[464, 165, 544, 190]
day-number: 24	[111, 705, 134, 724]
day-entry: •⁰⁻¹ 16⁴⁰–18³⁵, 18⁵⁵–⊛⁰ •⁰ 22⁴⁵–24; ≡⁰ 17⁵⁰–18³⁰, 21⁵⁰–24; = 6³⁰–8¹⁵, 9–11,²)	[138, 1212, 689, 1230]
day-number: 20	[111, 1553, 134, 1573]
day-entry: ⊛⁰ 0²⁰–3¹⁵, ⊛⁰ⁱ 8²⁵–•⁰ⁱ 9⁵⁰–10⁵⁵, ⊛⁰ 11⁵⁰–12¹⁰; ∞ 0–24; AR.¹	[886, 620, 1307, 638]
januar-notes	[147, 942, 872, 1054]
note-line: ∞ 0–9¹⁰, 10³⁰–24 ⁸) 4³⁵, 5–6⁴⁰; = 3⁴⁰⁻⁴⁵, 4³⁵–5, 6⁴⁰–11; ∞ 0–3⁴⁰, 11–24;	[893, 1011, 1366, 1027]
day-number: 10	[111, 406, 134, 425]
day-entry: ∞ 20⁴⁵–24	[886, 1405, 959, 1422]
day-entry: ▯ m–abd.	[886, 1789, 952, 1807]
note-line: 15⁴⁵–18 ³) ≡⁰ 7²⁰⁻⁴⁵, 8⁵⁵–9⁵⁰, 14⁴⁰–≡¹ 15³⁵–≡² 16²⁵–50; 0⁰⁰–1⁰, 2⁰⁵–5, 6³⁰–7²⁵,	[893, 917, 1411, 933]
day-number: 27	[111, 769, 134, 789]
day-number: 16	[111, 1468, 134, 1488]
day-entry: Tal≡ ≡ über Niederungen u. Teichen stw. N–E fr.; ∞ 0–3³⁰, 6⁴⁵–9³⁰; ⌂⁰ fr.;⁴)	[886, 1661, 1437, 1679]
day-entry: •⁰ 10⁰⁰⁻²⁰, •⁰ 12⁰⁵–•⁰⁻¹ 12¹⁰⁻⁵⁰; ∞ 0–2, 18⁴⁵–24; ⊿ 15³⁰⁻⁴⁰; Ꝁ⁰ m	[886, 1298, 1345, 1315]
day-entry	[886, 832, 1614, 854]
day-number: 29	[111, 812, 134, 831]
month-column-divider-top	[875, 154, 876, 1077]
day-entry: •⁰⁻¹ 16³³–17, •⁰ 17¹⁵–20; ⊛⁰ 18⁰⁰⁻⁰⁵, ⊛⁰⁻¹ 18¹⁵–22²⁰; ∞ 6⁵⁰–7³⁰, 17²⁰–21⁴⁰;²)	[886, 1447, 1428, 1465]
day-entry: *⁰ 0–4²⁰, 10¹⁵–11¹⁰, 13–14⁵⁰, 23¹⁰⁻⁵⁰; ≡⁰⁻¹ 9²⁰–10⁴⁰; = 9¹⁰⁻²⁰, 10²⁰–11, 20⁰⁰⁻⁵⁰⁸)	[138, 428, 706, 445]
footnote-line: ∞ 0–16⁵⁵; V⁰ 0–fr., ∞ 14–24 ¹²) ∞ 21⁵⁰–24; ∞ 0–m ¹³) 11¹⁰, 18–22²⁵, 23¹⁰–20; ∞ 0–6⁴⁵, 11¹⁰–18, 23²⁰–24; ∞ 22²⁵–24; Straßenglätte n–abd. ¹⁴) ≡¹⁻²14⁴⁵–	[100, 1999, 1220, 2017]
day-entry: •⁰ 17¹⁰–19²⁵, 20⁵⁰–22⁴⁰; ≡² 0–≡¹⁻⁰ 21³⁰–23¹⁰, ≡⁰ 23²⁰–24; = 23¹⁰⁻²⁰; Straßen-5)	[138, 364, 712, 381]
day-entry: △⁰ 14⁵–2, •⁰ 3²⁰–4⁴⁰, *⁰⁻¹ 8¹⁵–•⁰ 9³⁰–*⁰⁻¹ 10⁴⁰–⊛⁰ 11²⁰⁻⁴⁰, •⁰ 12²⁰–*⁰⁻¹ 12⁴⁵–16)	[138, 663, 699, 680]
day-number: 11	[111, 427, 134, 447]
day-entry: [18⁵⁰⁻³⁰ obere Lichtsäule–18⁵⁰	[886, 1383, 1109, 1401]
datum-label-bottom: Datum	[101, 1082, 117, 1130]
day-entry: *⁰ 17²⁰–20⁴⁵; ≡⁰ 12⁰⁵⁻⁴⁰, ≡⁰⁻¹ 23²⁰⁻⁵⁰; = 12⁰⁰⁻⁰⁵, 12⁴⁰–15³⁰, 23⁰⁰–23²⁰, 23⁵⁰–24; 18)	[138, 727, 734, 744]
day-entry: Tal≡ fr.; ∞ fr.–9, ▯ p–abd.; ⊕⁰⁻¹ linke Nebensonne 15³⁰–abd.	[886, 1618, 1326, 1636]
note-line: V⁰ na–a ⁹) 15³⁰, 20¹⁰–24; ⊿ 0²⁰–6 ¹⁰) 3–6³⁰, 15⁵⁰–21³⁰; ⌂⁰⁻² abd.–24	[893, 1029, 1346, 1045]
month-header-maerz: März	[474, 1091, 535, 1116]
day-entry: ∞ 6⁵⁰–12⁴⁰, 17⁵⁰⁻²⁰; ▯ fr.; ⊿ 13⁵⁵–14; AR.⁰	[138, 1469, 436, 1486]
day-entry: *⁰ 0¹⁵–15⁰; ≡⁰ 0⁴⁰–3, 6³⁰–11, 12³⁰–13³⁰, 18⁵⁰–24; MR.¹, AR.⁰	[138, 1426, 567, 1443]
day-entry: *⁰ 0⁰⁰⁻⁴⁰, 7¹⁵–9³⁰, 10²⁰–11¹⁰, 22⁴⁵–24; = 6³⁰–11¹⁵, 18⁴⁰–22⁵⁰; ∞ 0–6³⁰, 22⁵⁰–24;⁷)	[886, 364, 1457, 381]
day-number: 1	[117, 213, 128, 233]
day-number: 8	[117, 1297, 128, 1317]
februar-notes	[893, 897, 1614, 1047]
day-entry: •⁰ 14²⁰⁻⁴⁵, △⁰ 18⁵⁵–*⁰⁻¹ 19²⁰–•⁰ 21⁵⁰–⊛⁰ 23–24; ≡⁰⁻¹ 16¹⁷–19⁴⁰; = 15⁴⁰–16¹⁷¹)	[138, 214, 691, 232]
day-entry: ⊛¹ 0–⊛⁰ 0⁰⁵–2⁴⁰; ≡⁰⁻² 7²⁵–11¹⁵; = 0⁴⁰–3, 6³⁰–7²⁵, 11¹⁵–15⁵⁰, 21³⁰–24; ∞ 0⁰⁰⁻⁴⁰,¹⁰)	[886, 727, 1459, 744]
day-number: 27	[111, 1703, 134, 1723]
day-entry: ≡¹⁻⁰ 4⁵⁵–6, ≡⁰ 8¹⁰⁻⁴⁵; = 3³⁰–4⁵⁵, 6–8¹⁰, 8⁴⁵–11⁰⁵; ∞ 0–3³⁰, 11⁰⁵–24; ⊔⁰⁻¹ 0–a	[138, 1170, 679, 1187]
day-number: 20	[111, 619, 134, 639]
day-entry: = 2–5; ∞ 0–2, 5–24; ⊔⁰ fr.	[138, 1618, 327, 1636]
day-number: 15	[111, 512, 134, 532]
day-entry: *⁰⁻¹ 0–•⁰ 2⁵⁰–3¹⁵, *⁰ 4³⁵–5⁵⁰, 8¹⁵–10⁴⁰, •¹⁻² 13¹²–14²⁰, •⁰ 14⁵⁵–15⁴⁰, *⁰⁻¹ 5)	[886, 300, 1412, 317]
day-entry: ∞ 0–6³⁰, 18³⁰–20, 21³⁰–24; MR.¹	[886, 1212, 1119, 1230]
day-entry: ⊛⁰ 5¹⁰⁻⁴⁰, •⁰ⁱ 11–14¹⁵, •⁰ 22²⁵–⊛⁰, •⁰⁻¹ 23³⁵–⊛¹ 23⁴⁵–24; = 15³⁰–20¹⁰; ∞ 6³⁰– 9)	[886, 706, 1451, 723]
day-entry: ≡⁰⁻² 21⁵–9²⁰; = 0–21⁵, 9²⁰–∞ 11¹⁵–24; ⌂⁰ 0–fr.; ▽ 20⁴⁰–22⁴⁵	[886, 748, 1312, 766]
day-entry: ⊛⁰ 3⁴⁵–5⁴⁵; ∞ 0–14¹⁵, 8⁴⁵–21³⁰; untere u. obere Lichtsäule obere Nebensonne	[886, 1362, 1452, 1379]
day-entry: ⊛ tr. 6⁴⁵⁻⁵⁰; ∞ 0–10⁴⁵; ▯ abd.; ⌢⊍ abd.	[886, 1725, 1161, 1743]
day-entry: •⁰ 13⁴⁰⁻⁴⁸, ⊛⁰ 20²⁰–21¹⁵; ∞ 0–5, 6³⁰–24; ⊿ztw. 5¹⁰–11, 16³⁰–24	[886, 663, 1334, 680]
day-entry	[886, 811, 1614, 832]
note-line: 5–6⁴⁰, 7²⁰–9, 9³⁰–10²⁰; ∞ 0–3³⁰, 11–24; ⌢⁰ 5¹⁵–fr.; ⊹⁰⁻¹ np–24 ⁵) 16²⁰–18³⁰,	[893, 955, 1391, 971]
header-rule-bottom	[85, 1140, 1625, 1142]
day-entry: *⁰ 0–1⁴⁵, *⁰⁻¹ 15¹⁰–21³⁰; ∞ 0–24; ⊔⁰ 0–a [Tal≡ abd.; ⊔⁰ abd.–24	[886, 385, 1343, 403]
day-entry: •⁰⁻¹ 16⁴⁵⁻⁴⁸, 17⁰⁰⁻²⁰, ⊛⁰⁻¹ 18⁵⁰–19³⁵; ∞ 13⁰–3, 18³⁰–24; ⊿ 16⁵⁰–17; Front- ¹)	[886, 1277, 1432, 1294]
day-entry: •⁰ 0–6⁴⁰; ≡⁰ 0⁰⁵–≡¹ 0³⁰–≡²⁻⁰ 4²⁰–7¹⁰; = 0⁰⁰⁻⁰⁵, 7¹⁰–8, ∞ 8–24; AR.⁰	[886, 1512, 1359, 1529]
day-entry: •⁰ 11²⁵–12⁰, 13⁵⁵–•⁰⁻¹ 16⁴⁰–*⁰⁻¹ 19⁴⁰–21²⁰, •⁰ 22²⁵–24; ≡⁰⁻² 22²⁵–23¹⁰; = 6⁴⁵–13)	[138, 577, 717, 595]
day-entry: •⁰⁻¹ 0⁰⁰–⊛¹ 0²⁰–•⁰ 14⁰–6¹⁰; ∞ 0–24; ⌢ 0–fr. [14–15²⁰	[886, 577, 1256, 595]
day-entry	[886, 1253, 1614, 1275]
